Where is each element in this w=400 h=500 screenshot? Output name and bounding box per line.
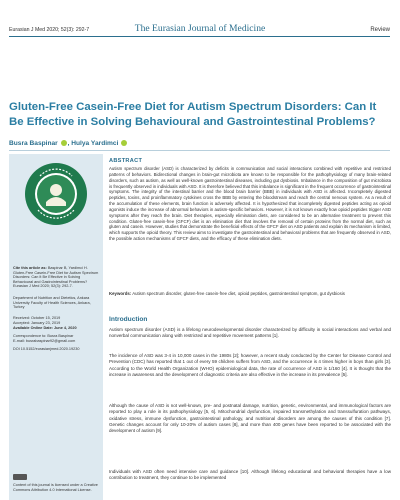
page-header — [0, 0, 400, 36]
creative-commons-icon[interactable] — [13, 474, 27, 480]
orcid-icon[interactable] — [61, 140, 67, 146]
paragraph: Individuals with ASD often need intensive care and guidance [10]. Although lifelong educational and behavioral therapies have a low contribution to treatment, they continue to be implemented — [109, 469, 391, 481]
cite-this-article: Cite this article as: Baspinar B, Yardimci H. Gluten-Free Casein-Free Diet for Autism Spectrum Disorders: Can It Be Effective in Solving Behavioural and Gastrointestinal Problems? Eurasian J Med 2020; 52(3): 292-7. — [13, 266, 99, 289]
keywords: Keywords: Autism spectrum disorder, gluten-free casein-free diet, opioid peptides, gastrointestinal symptom, gut dysbiosis — [109, 291, 345, 296]
abstract-heading: ABSTRACT — [109, 158, 143, 164]
email[interactable]: E-mail: busrabaspinar92@gmail.com — [13, 339, 76, 343]
accepted-date: Accepted: January 23, 2019 — [13, 321, 61, 325]
author-name[interactable]: Busra Baspinar — [9, 140, 58, 147]
abstract-text: Autism spectrum disorder (ASD) is characterized by deficits in communication and social interactions combined with repetitive and restricted patterns of behaviors. Bidirectional changes in brain-gut microbiota are known to be responsible for the pathophysiology of many brain-related disorders, such as autism, as well as well-known gastrointestinal diseases, including gut dysbiosis. Imbalance in the composition of gut microbiota is frequently observed in individuals with ASD. It is therefore believed that this imbalance is significant in the frequent occurrence of gastrointestinal symptoms. The integrity of the intestinal barrier and the blood brain barrier (BBB) in individuals with ASD is affected. Incompletely digested peptides, toxins, and proinflammatory cytokines cross the BBB by entering the bloodstream and reach the central nervous system. As a result of the accumulation of these elements, brain function is adversely affected. It is hypothesized that incompletely digested peptides acting as opioid agonists induce the increase of abnormal behaviors in autism-specific behaviors. However, it is not known exactly how opioid peptides trigger ASD symptoms after they reach the brain. Diet therapies, especially elimination diets, are considered to be an alternative treatment to prevent this condition. Gluten-free casein-free (GFCF) diet is an elimination diet that involves the removal of certain proteins from the normal diet, such as gluten and casein. However, studies that demonstrate the beneficial effects of the GFCF diet on ASD patients and explain its mechanism is limited, which supports the opioid theory. This review aims to investigate the gastrointestinal and behavioral problems that are frequently observed in ASD, the possible action mechanisms of GFCF diets, and the efficacy of these elimination diets. — [109, 166, 391, 242]
author-rule — [9, 150, 390, 151]
university-seal-logo — [24, 162, 88, 226]
author-line: Busra Baspinar , Hulya Yardimci — [9, 140, 128, 147]
paragraph: The incidence of ASD was 3-4 in 10,000 cases in the 1980s [2]; however, a recent study conducted by the Center for Disease Control and Prevention (CDC) has reported that 1 out of every 59 children suffers from ASD, and the occurrence is 4 times higher in boys than girls [3]. According to the World Health Organization (WHO) epidemiological data, the rate of occurrence of ASD is 1/160 [4]. It is thought that the increase in awareness and the development of diagnostic criteria are also effective in the increase in its prevalence [5]. — [109, 353, 391, 377]
header-rule — [9, 36, 390, 37]
author-name[interactable]: Hulya Yardimci — [71, 140, 119, 147]
license-text: Content of this journal is licensed under a Creative Commons Attribution 4.0 International License. — [13, 483, 98, 492]
journal-citation: Eurasian J Med 2020; 52(3): 292-7 — [9, 27, 90, 33]
article-info-sidebar — [9, 154, 103, 500]
paragraph: Autism spectrum disorder (ASD) is a lifelong neurodevelopmental disorder characterized by difficulty in social interactions and verbal and nonverbal communication along with restricted and repetitive movement patterns [1]. — [109, 327, 391, 339]
correspondence: Correspondence to: Busra Baspinar — [13, 334, 74, 338]
affiliation: Department of Nutrition and Dietetics, Ankara University Faculty of Health Sciences, Ankara, Turkey — [13, 296, 91, 310]
journal-title: The Eurasian Journal of Medicine — [134, 23, 266, 34]
doi[interactable]: DOI 10.5152/eurasianjmed.2020.19230 — [13, 347, 80, 351]
section-label: Review — [370, 27, 390, 33]
orcid-icon[interactable] — [121, 140, 127, 146]
online-date: Available Online Date: June 4, 2020 — [13, 326, 77, 330]
section-heading: Introduction — [109, 316, 148, 323]
received-date: Received: October 15, 2019 — [13, 316, 61, 320]
paragraph: Although the cause of ASD is not well-known, pre- and postnatal damage, nutrition, genetic, environmental, and immunological factors are reported to play a role in its pathophysiology [5, 6]. Mitochondrial dysfunction, impaired transmethylation and transsulfuration pathways, oxidative stress, immune dysfunction, gastrointestinal pathology, and nutritional disorders are among the causes of this condition [7]. Genetic changes account for only 10-20% of autism cases [8], and more than 400 genes have been reported to be associated with the development of autism [9]. — [109, 403, 391, 434]
article-title: Gluten-Free Casein-Free Diet for Autism Spectrum Disorders: Can It Be Effective in Solving Behavioural and Gastrointestinal Problems? — [9, 101, 377, 128]
